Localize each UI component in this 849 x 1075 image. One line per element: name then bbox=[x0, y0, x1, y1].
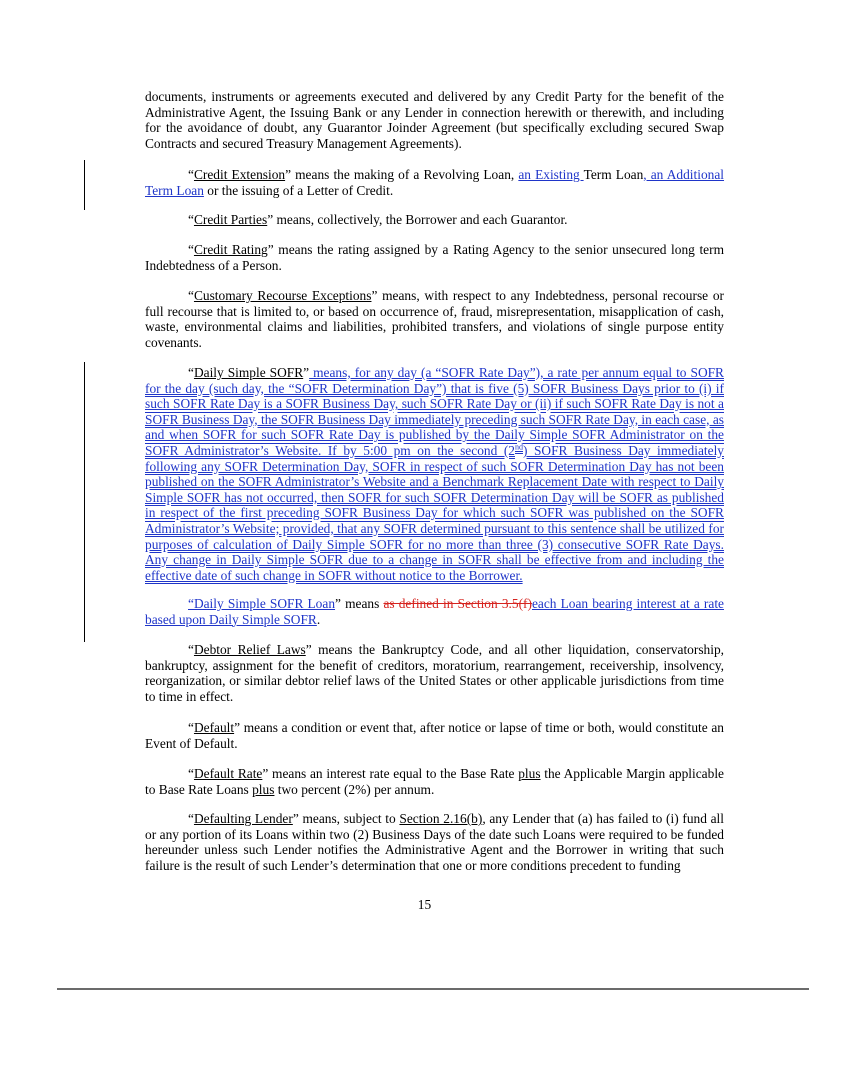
page-number: 15 bbox=[417, 897, 432, 912]
term-default: Default bbox=[193, 720, 235, 735]
definition-text: ” means a condition or event that, after notice or lapse of time or both, would constitute an Event of Default. bbox=[145, 720, 724, 751]
paragraph-loan-documents-continuation: documents, instruments or agreements executed and delivered by any Credit Party for the benefit of the Administrative Agent, the Issuing Bank or any Lender in connection herewith or therewith, and including for the avoidance of doubt, any Guarantor Joinder Agreement (but specifically excluding secured Swap Contracts and secured Treasury Management Agreements). bbox=[145, 89, 724, 151]
inserted-text: ) SOFR Business Day immediately following any SOFR Determination Day, SOFR in respect of such SOFR Determination Day has not been published on the SOFR Administrator’s Website and a Benchmark Replacement Date with respect to Daily Simple SOFR has not occurred, then SOFR for such SOFR Determination Day will be SOFR as published in respect of the first preceding SOFR Business Day for which such SOFR was published on the SOFR Administrator’s Website; provided, that any SOFR determined pursuant to this sentence shall be utilized for purposes of calculation of Daily Simple SOFR for no more than three (3) consecutive SOFR Rate Days. Any change in Daily Simple SOFR due to a change in SOFR shall be effective from and including the effective date of such change in SOFR without notice to the Borrower. bbox=[145, 442, 724, 583]
definition-text: two percent (2%) per annum. bbox=[274, 781, 435, 797]
term-daily-simple-sofr: Daily Simple SOFR bbox=[193, 365, 304, 380]
plus-word: plus bbox=[252, 781, 275, 797]
definition-text: ” means, subject to bbox=[292, 811, 400, 826]
open-quote: “ bbox=[188, 242, 194, 257]
close-quote: ” bbox=[303, 365, 310, 380]
definition-daily-simple-sofr-loan bbox=[145, 596, 724, 627]
term-debtor-relief-laws: Debtor Relief Laws bbox=[193, 642, 306, 657]
definition-text: Term Loan bbox=[583, 167, 644, 182]
inserted-text: each Loan bearing interest at a rate based upon Daily Simple SOFR bbox=[145, 596, 724, 627]
definition-text: ” means the Bankruptcy Code, and all other liquidation, conservatorship, bankruptcy, assignment for the benefit of creditors, moratorium, rearrangement, receivership, insolvency, reorganization, or similar debtor relief laws of the United States or other applicable jurisdictions from time to time in effect. bbox=[145, 642, 724, 704]
plus-word: plus bbox=[518, 766, 541, 781]
inserted-text: means, for any day (a “SOFR Rate Day”), a rate per annum equal to SOFR for the day (such day, the “SOFR Determination Day”) that is five (5) SOFR Business Days prior to (i) if such SOFR Rate Day is a SOFR Business Day, such SOFR Rate Day or (ii) if such SOFR Rate Day is not a SOFR Business Day, the SOFR Business Day immediately preceding such SOFR Rate Day, in each case, as and when SOFR for such SOFR Rate Day is published by the Daily Simple SOFR Administrator on the SOFR Administrator’s Website. If by 5:00 pm on the second (2 bbox=[145, 365, 724, 458]
definition-text: the Applicable Margin applicable to Base Rate Loans bbox=[145, 766, 724, 797]
definition-debtor-relief-laws bbox=[145, 642, 724, 704]
definition-defaulting-lender bbox=[145, 811, 724, 873]
term-credit-parties: Credit Parties bbox=[193, 212, 268, 227]
definition-text: ” means bbox=[335, 596, 384, 611]
term-credit-extension: Credit Extension bbox=[193, 167, 286, 182]
inserted-text: , an Additional Term Loan bbox=[145, 167, 725, 198]
change-bar bbox=[84, 362, 85, 642]
term-customary-recourse-exceptions: Customary Recourse Exceptions bbox=[193, 288, 372, 303]
term-defaulting-lender: Defaulting Lender bbox=[193, 811, 293, 826]
definition-text: ” means, collectively, the Borrower and each Guarantor. bbox=[267, 212, 568, 227]
section-reference: Section 2.16(b) bbox=[399, 811, 483, 826]
deleted-text: as defined in Section 3.5(f) bbox=[383, 596, 532, 611]
open-quote: “ bbox=[188, 642, 194, 657]
open-quote: “ bbox=[188, 167, 194, 182]
definition-credit-rating bbox=[145, 242, 724, 273]
change-bar bbox=[84, 160, 85, 210]
definition-customary-recourse-exceptions bbox=[145, 288, 724, 350]
definition-credit-parties bbox=[145, 212, 724, 228]
open-quote: “ bbox=[188, 288, 194, 303]
definition-text: ” means the rating assigned by a Rating Agency to the senior unsecured long term Indebtedness of a Person. bbox=[145, 242, 724, 273]
open-quote: “ bbox=[188, 811, 194, 826]
definition-text: , any Lender that (a) has failed to (i) fund all or any portion of its Loans within two (2) Business Days of the date such Loans were required to be funded hereunder unless such Lender notifies the Administrative Agent and the Borrower in writing that such failure is the result of such Lender’s determination that one or more conditions precedent to funding bbox=[145, 811, 724, 873]
definition-credit-extension bbox=[145, 167, 724, 198]
open-quote: “ bbox=[188, 212, 194, 227]
superscript-nd: nd bbox=[514, 442, 523, 452]
term-credit-rating: Credit Rating bbox=[193, 242, 268, 257]
definition-default bbox=[145, 720, 724, 751]
inserted-term-daily-simple-sofr-loan: “Daily Simple SOFR Loan bbox=[188, 596, 336, 611]
definition-text: ” means, with respect to any Indebtedness, personal recourse or full recourse that is limited to, or based on occurrence of, fraud, misrepresentation, misapplication of cash, waste, environmental claims and liabilities, prohibited transfers, and violations of single purpose entity covenants. bbox=[145, 288, 724, 350]
definition-text: ” means an interest rate equal to the Base Rate bbox=[262, 766, 519, 781]
definition-text: ” means the making of a Revolving Loan, bbox=[285, 167, 519, 182]
open-quote: “ bbox=[188, 766, 194, 781]
definition-text: . bbox=[316, 611, 321, 627]
definition-daily-simple-sofr bbox=[145, 365, 724, 583]
definition-default-rate bbox=[145, 766, 724, 797]
page-divider bbox=[57, 988, 809, 990]
open-quote: “ bbox=[188, 365, 194, 380]
open-quote: “ bbox=[188, 720, 194, 735]
inserted-text: an Existing bbox=[518, 167, 584, 182]
term-default-rate: Default Rate bbox=[193, 766, 263, 781]
definition-text: or the issuing of a Letter of Credit. bbox=[203, 182, 394, 198]
